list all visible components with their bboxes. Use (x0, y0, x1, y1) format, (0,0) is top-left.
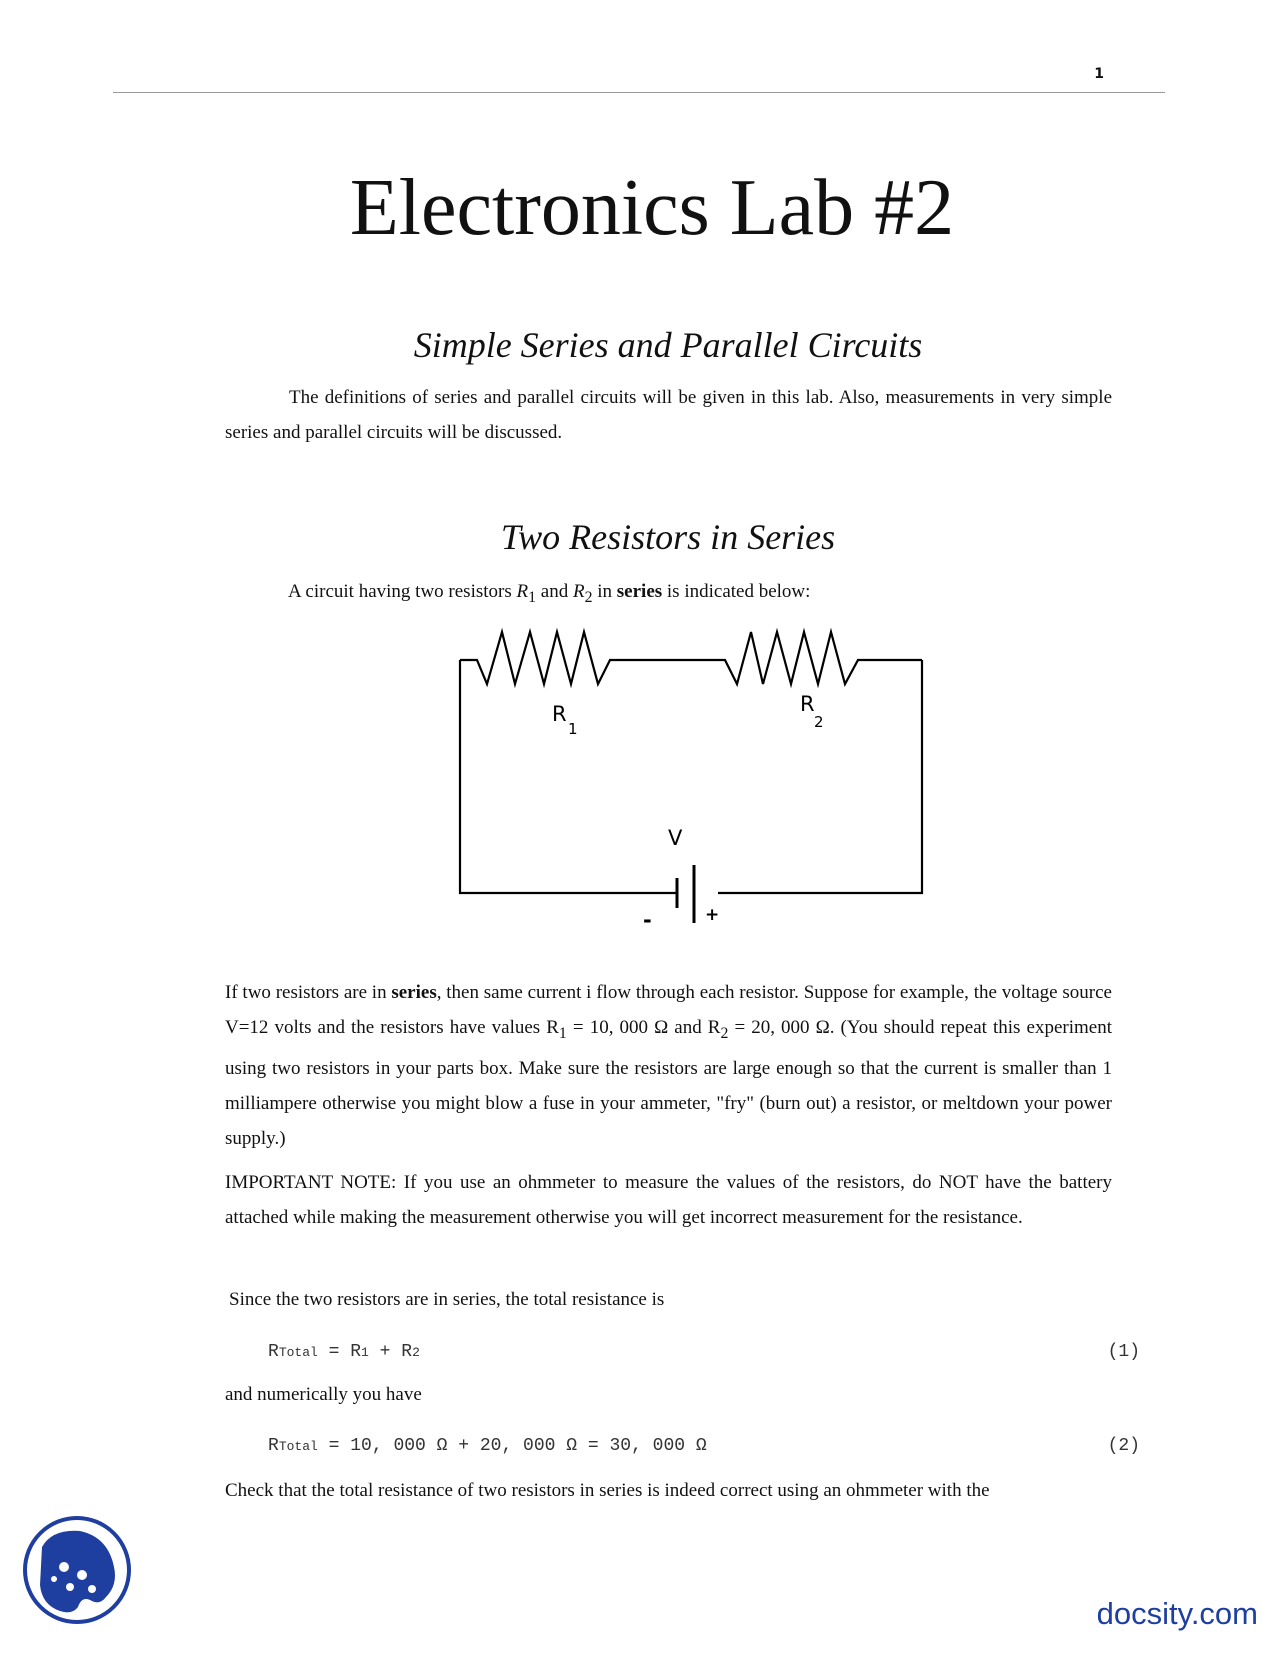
lead-paragraph: A circuit having two resistors $R_1$ and $R_2$ in series is indicated below: (288, 581, 811, 606)
equation-2-number: (2) (1107, 1436, 1140, 1456)
circuit-wire (718, 660, 922, 893)
important-note: IMPORTANT NOTE: If you use an ohmmeter to measure the values of the resistors, do NOT have the battery attached while making the measurement otherwise you will get incorrect measurement for the resistance. (225, 1172, 1112, 1228)
section-heading-series-parallel: Simple Series and Parallel Circuits (413, 325, 923, 365)
numerically-text: and numerically you have (225, 1384, 422, 1405)
page-title: Electronics Lab #2 (349, 164, 955, 252)
resistor-r2-symbol (687, 632, 922, 684)
equation-2: RTotal = 10, 000 Ω + 20, 000 Ω = 30, 000 Ω (268, 1436, 707, 1456)
r1-label: R (552, 702, 567, 726)
series-paragraph: If two resistors are in series, then same current i flow through each resistor. Suppose for example, the voltage source V=12 volts and the resistors have values $R_1 = 10$, 000 Ω and $R_2 = 20$, 000 Ω. (You should repeat this experiment using two resistors in your parts box. Make sure the resistors are large enough so that the current is smaller than 1 milliampere otherwise you might blow a fuse in your ammeter, "fry" (burn out) a resistor, or meltdown your power supply.) (225, 982, 1112, 1149)
r1-subscript: 1 (568, 720, 578, 738)
equation-1: RTotal = R1 + R2 (268, 1342, 420, 1362)
voltage-source-label: V (668, 826, 683, 850)
docsity-watermark[interactable]: docsity.com (1096, 1596, 1258, 1631)
circuit-wire-left (460, 660, 677, 893)
positive-terminal-label: + (705, 905, 720, 925)
negative-terminal-label: - (643, 908, 652, 932)
total-resistance-intro: Since the two resistors are in series, the total resistance is (229, 1289, 665, 1310)
series-circuit-diagram (450, 620, 940, 940)
page-number: 1 (1094, 66, 1104, 82)
check-paragraph: Check that the total resistance of two resistors in series is indeed correct using an ohmmeter with the (225, 1480, 990, 1501)
resistor-r1-symbol (460, 632, 687, 684)
section-heading-two-resistors: Two Resistors in Series (500, 517, 836, 557)
docsity-logo-icon (22, 1515, 132, 1625)
header-rule (113, 92, 1165, 93)
r2-subscript: 2 (814, 713, 824, 731)
r2-label: R (800, 692, 815, 716)
intro-paragraph: The definitions of series and parallel circuits will be given in this lab. Also, measurements in very simple series and parallel circuits will be discussed. (225, 387, 1112, 443)
equation-1-number: (1) (1107, 1342, 1140, 1362)
